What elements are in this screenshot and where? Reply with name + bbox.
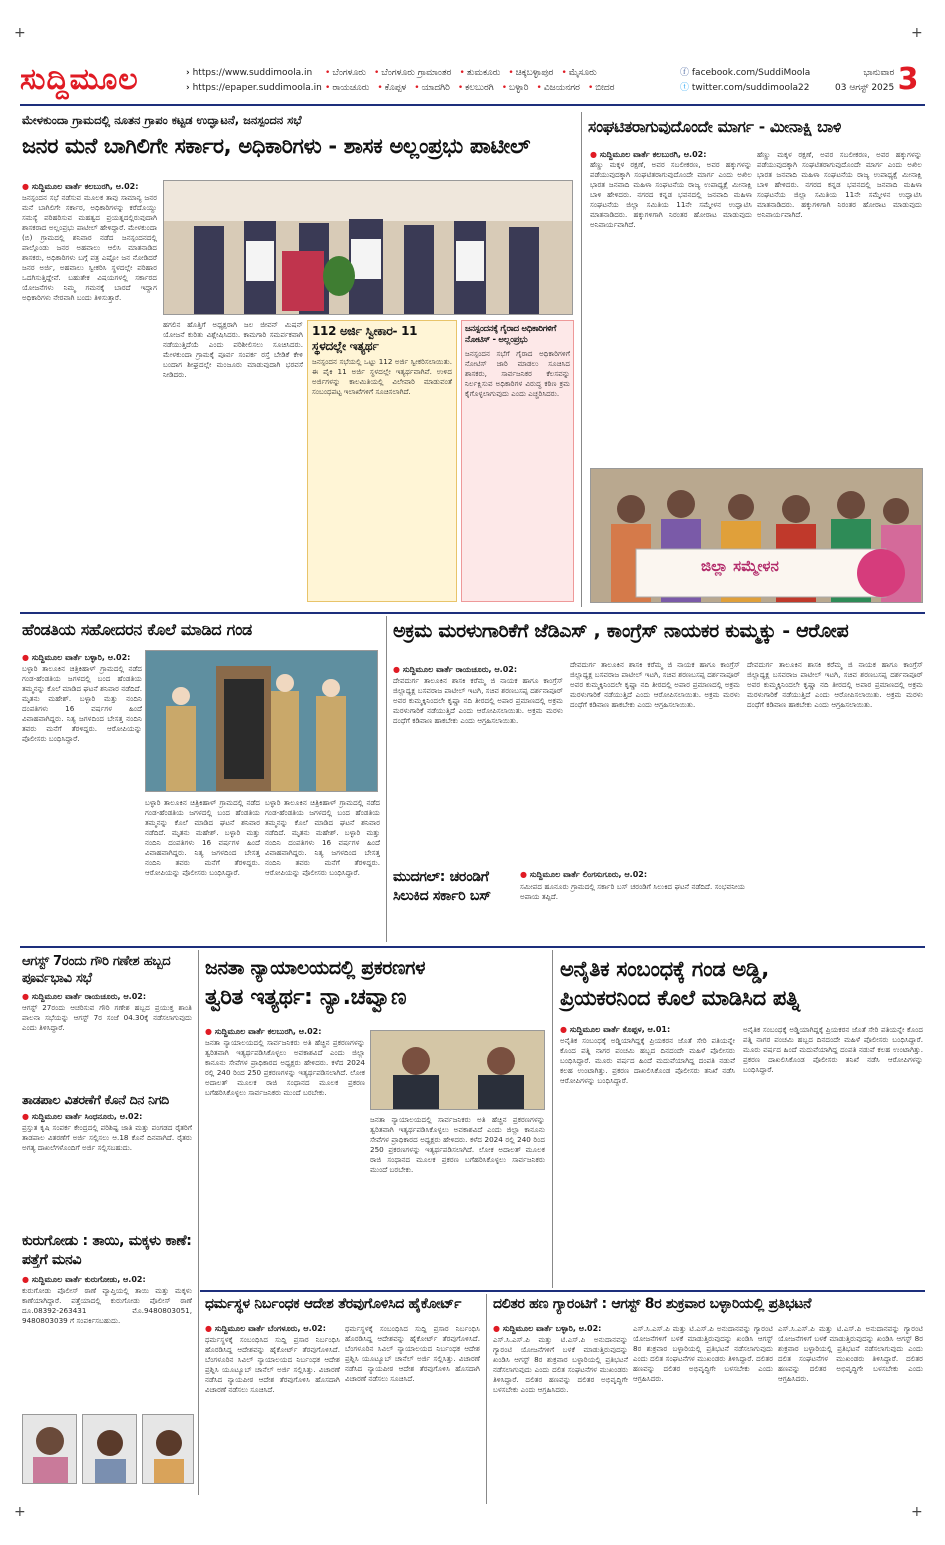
story9-body: ಜನತಾ ನ್ಯಾಯಾಲಯದಲ್ಲಿ ಸಾರ್ವಜನಿಕರು ಅತಿ ಹೆಚ್ಚಿನ ಪ್ರಕರಣಗಳನ್ನು ತ್ವರಿತವಾಗಿ ಇತ್ಯರ್ಥಪಡಿಸಿಕೊಳ್ಳಲು ಅವಕಾಶವಿದೆ ಎಂದು ಜಿಲ್ಲಾ ಕಾನೂನು ಸೇವೆಗಳ ಪ್ರಾಧಿಕಾರದ ಅಧ್ಯಕ್ಷರು ಹೇಳಿದರು. ಕಳೆದ 2024 ರಲ್ಲಿ 240 ರಿಂದ 250 ಪ್ರಕರಣಗಳನ್ನು ಇತ್ಯರ್ಥಪಡಿಸಲಾಗಿದೆ. ಲೋಕ ಅದಾಲತ್ ಮೂಲಕ ರಾಜಿ ಸಂಧಾನದ ಮೂಲಕ ಪ್ರಕರಣ ಬಗೆಹರಿಸಿಕೊಳ್ಳಲು ಸಾರ್ವಜನಿಕರು ಮುಂದೆ ಬರಬೇಕು.	[205, 1038, 365, 1097]
page-number: 3	[897, 62, 919, 97]
city-edition-link[interactable]: • ಬಳ್ಳಾರಿ	[502, 81, 529, 96]
notice-box-body: ಜನಸ್ಪಂದನ ಸಭೆಗೆ ಗೈರಾದ ಅಧಿಕಾರಿಗಳಿಗೆ ನೋಟಿಸ್ ಜಾರಿ ಮಾಡಲು ಸೂಚಿಸಿದ ಶಾಸಕರು, ಸಾರ್ವಜನಿಕರ ಕೆಲಸವನ್ನು ನಿರ್ಲಕ್ಷಿಸುವ ಅಧಿಕಾರಿಗಳ ವಿರುದ್ಧ ಕಠಿಣ ಕ್ರಮ ಕೈಗೊಳ್ಳಲಾಗುವುದು ಎಂದು ಎಚ್ಚರಿಸಿದರು.	[465, 349, 570, 398]
story5-byline: ● ಸುದ್ದಿಮೂಲ ವಾರ್ತೆ ಲಿಂಗಸುಗೂರು, ಆ.02:	[520, 870, 647, 880]
column-rule	[581, 112, 582, 607]
city-edition-link[interactable]: • ಕಲಬುರಗಿ	[458, 81, 494, 96]
story2-body: ಹೆಣ್ಣು ಮಕ್ಕಳ ರಕ್ಷಣೆ, ಅವರ ಸಬಲೀಕರಣ, ಅವರ ಹಕ್ಕುಗಳನ್ನು ಪಡೆಯುವುದಕ್ಕಾಗಿ ಸಂಘಟಿತರಾಗುವುದೊಂದೇ ಮಾರ್ಗ ಎಂದು ಅಖಿಲ ಭಾರತ ಜನವಾದಿ ಮಹಿಳಾ ಸಂಘಟನೆಯ ರಾಜ್ಯ ಉಪಾಧ್ಯಕ್ಷೆ ಮೀನಾಕ್ಷಿ ಬಾಳಿ ಹೇಳಿದರು. ನಗರದ ಕನ್ನಡ ಭವನದಲ್ಲಿ ಜನವಾದಿ ಮಹಿಳಾ ಸಂಘಟನೆಯ ಜಿಲ್ಲಾ ಸಮಿತಿಯ 11ನೇ ಸಮ್ಮೇಳನ ಉದ್ಘಾಟಿಸಿ ಮಾತನಾಡಿದರು. ಹಕ್ಕುಗಳಿಗಾಗಿ ನಿರಂತರ ಹೋರಾಟ ಮಾಡುವುದು ಅನಿವಾರ್ಯವಾಗಿದೆ.	[590, 160, 752, 229]
story4-body-col2: ದೇವದುರ್ಗ ತಾಲೂಕಿನ ಶಾಸಕಿ ಕರೆಮ್ಮ ಜಿ ನಾಯಕ ಹಾಗೂ ಕಾಂಗ್ರೆಸ್ ಜಿಲ್ಲಾಧ್ಯಕ್ಷ ಬಸವರಾಜ ಪಾಟೀಲ್ ಇಟಗಿ, ಸಚಿವ ಶರಣಬಸಪ್ಪ ದರ್ಶನಾಪೂರ್ ಅವರ ಕುಮ್ಮಕ್ಕಿನಿಂದಲೇ ಕೃಷ್ಣಾ ನದಿ ತೀರದಲ್ಲಿ ಅಪಾರ ಪ್ರಮಾಣದಲ್ಲಿ ಅಕ್ರಮ ಮರಳುಗಾರಿಕೆ ನಡೆಯುತ್ತಿದೆ ಎಂದು ಆರೋಪಿಸಲಾಯಿತು. ಅಕ್ರಮ ಮರಳು ದಂಧೆಗೆ ಕಡಿವಾಣ ಹಾಕಬೇಕು ಎಂದು ಆಗ್ರಹಿಸಲಾಯಿತು.	[570, 660, 740, 709]
city-edition-link[interactable]: • ರಾಯಚೂರು	[325, 81, 369, 96]
story1-byline: ● ಸುದ್ದಿಮೂಲ ವಾರ್ತೆ ಕಲಬುರಗಿ, ಆ.02:	[22, 182, 138, 192]
story1-photo	[163, 180, 573, 315]
notice-box-title: ಜನಸ್ಪಂದನಕ್ಕೆ ಗೈರಾದ ಅಧಿಕಾರಿಗಳಿಗೆ ನೋಟಿಸ್ - ಅಲ್ಲಂಪ್ರಭು	[465, 324, 557, 345]
requests-box-body: ಜನಸ್ಪಂದನ ಸಭೆಯಲ್ಲಿ ಒಟ್ಟು 112 ಅರ್ಜಿ ಸ್ವೀಕರಿಸಲಾಯಿತು. ಈ ಪೈಕಿ 11 ಅರ್ಜಿ ಸ್ಥಳದಲ್ಲೇ ಇತ್ಯರ್ಥವಾಗಿವೆ. ಉಳಿದ ಅರ್ಜಿಗಳನ್ನು ಕಾಲಮಿತಿಯಲ್ಲಿ ವಿಲೇವಾರಿ ಮಾಡುವಂತೆ ಸಂಬಂಧಪಟ್ಟ ಇಲಾಖೆಗಳಿಗೆ ಸೂಚಿಸಲಾಗಿದೆ.	[312, 357, 452, 396]
story2-headline: ಸಂಘಟಿತರಾಗುವುದೊಂದೇ ಮಾರ್ಗ - ಮೀನಾಕ್ಷಿ ಬಾಳಿ	[588, 118, 842, 136]
story7-byline: ● ಸುದ್ದಿಮೂಲ ವಾರ್ತೆ ಸಿಂಧನೂರು, ಆ.02:	[22, 1112, 142, 1122]
crop-mark: +	[14, 25, 26, 41]
masthead-urls: › https://www.suddimoola.in › https://epaper.suddimoola.in	[186, 68, 322, 93]
masthead-rule	[20, 104, 925, 106]
website-link[interactable]: https://www.suddimoola.in	[192, 68, 313, 78]
story3-photo	[145, 650, 378, 792]
crop-mark: +	[911, 1504, 923, 1520]
story11-byline: ● ಸುದ್ದಿಮೂಲ ವಾರ್ತೆ ಬೆಂಗಳೂರು, ಆ.02:	[205, 1324, 326, 1334]
facebook-link[interactable]: facebook.com/SuddiMoola	[691, 68, 811, 78]
story6-byline: ● ಸುದ್ದಿಮೂಲ ವಾರ್ತೆ ರಾಯಚೂರು, ಆ.02:	[22, 992, 146, 1002]
city-edition-link[interactable]: • ಬೆಂಗಳೂರು	[325, 66, 366, 81]
column-rule	[552, 950, 553, 1288]
requests-box	[307, 320, 457, 602]
missing-person-photo-3	[142, 1414, 194, 1484]
story5-headline: ಮುದಗಲ್: ಚರಂಡಿಗೆ ಸಿಲುಕಿದ ಸರ್ಕಾರಿ ಬಸ್	[393, 869, 491, 904]
twitter-link[interactable]: twitter.com/suddimoola22	[691, 83, 810, 93]
requests-box-title: 112 ಅರ್ಜಿ ಸ್ವೀಕಾರ- 11 ಸ್ಥಳದಲ್ಲೇ ಇತ್ಯರ್ಥ	[312, 324, 418, 353]
story4-body-col3: ದೇವದುರ್ಗ ತಾಲೂಕಿನ ಶಾಸಕಿ ಕರೆಮ್ಮ ಜಿ ನಾಯಕ ಹಾಗೂ ಕಾಂಗ್ರೆಸ್ ಜಿಲ್ಲಾಧ್ಯಕ್ಷ ಬಸವರಾಜ ಪಾಟೀಲ್ ಇಟಗಿ, ಸಚಿವ ಶರಣಬಸಪ್ಪ ದರ್ಶನಾಪೂರ್ ಅವರ ಕುಮ್ಮಕ್ಕಿನಿಂದಲೇ ಕೃಷ್ಣಾ ನದಿ ತೀರದಲ್ಲಿ ಅಪಾರ ಪ್ರಮಾಣದಲ್ಲಿ ಅಕ್ರಮ ಮರಳುಗಾರಿಕೆ ನಡೆಯುತ್ತಿದೆ ಎಂದು ಆರೋಪಿಸಲಾಯಿತು. ಅಕ್ರಮ ಮರಳು ದಂಧೆಗೆ ಕಡಿವಾಣ ಹಾಕಬೇಕು ಎಂದು ಆಗ್ರಹಿಸಲಾಯಿತು.	[747, 660, 923, 709]
story7-headline: ತಾಡಪಾಲ ವಿತರಣೆಗೆ ಕೊನೆ ದಿನ ನಿಗದಿ	[22, 1092, 169, 1107]
story5-body: ಸಮೀಪದ ಹೂನೂರು ಗ್ರಾಮದಲ್ಲಿ ಸರ್ಕಾರಿ ಬಸ್ ಚರಂಡಿಗೆ ಸಿಲುಕಿದ ಘಟನೆ ನಡೆದಿದೆ. ಸಂಭವನೀಯ ಅಪಾಯ ತಪ್ಪಿದೆ.	[520, 882, 745, 901]
story10-headline-2: ಪ್ರಿಯಕರನಿಂದ ಕೊಲೆ ಮಾಡಿಸಿದ ಪತ್ನಿ	[560, 986, 800, 1010]
facebook-icon: ⓕ	[680, 68, 690, 78]
story12-body-col3: ಎಸ್.ಸಿ.ಎಸ್.ಪಿ ಮತ್ತು ಟಿ.ಎಸ್.ಪಿ ಅನುದಾನವನ್ನು ಗ್ಯಾರಂಟಿ ಯೋಜನೆಗಳಿಗೆ ಬಳಕೆ ಮಾಡುತ್ತಿರುವುದನ್ನು ಖಂಡಿಸಿ ಆಗಸ್ಟ್ 8ರ ಶುಕ್ರವಾರ ಬಳ್ಳಾರಿಯಲ್ಲಿ ಪ್ರತಿಭಟನೆ ನಡೆಸಲಾಗುವುದು ಎಂದು ದಲಿತ ಸಂಘಟನೆಗಳ ಮುಖಂಡರು ತಿಳಿಸಿದ್ದಾರೆ. ದಲಿತರ ಹಣವನ್ನು ದಲಿತರ ಅಭಿವೃದ್ಧಿಗೇ ಬಳಸಬೇಕು ಎಂದು ಆಗ್ರಹಿಸಿದರು.	[778, 1324, 923, 1383]
city-edition-link[interactable]: • ಮೈಸೂರು	[561, 66, 596, 81]
city-edition-link[interactable]: • ಬೆಂಗಳೂರು ಗ್ರಾಮಾಂತರ	[374, 66, 452, 81]
story11-body-col2: ಧರ್ಮಸ್ಥಳಕ್ಕೆ ಸಂಬಂಧಿಸಿದ ಸುದ್ದಿ ಪ್ರಸಾರ ನಿರ್ಬಂಧಿಸಿ ಹೊರಡಿಸಿದ್ದ ಆದೇಶವನ್ನು ಹೈಕೋರ್ಟ್ ತೆರವುಗೊಳಿಸಿದೆ. ಬೆಂಗಳೂರಿನ ಸಿವಿಲ್ ನ್ಯಾಯಾಲಯದ ನಿರ್ಬಂಧಕ ಆದೇಶ ಪ್ರಶ್ನಿಸಿ ಯೂಟ್ಯೂಬ್ ಚಾನೆಲ್ ಅರ್ಜಿ ಸಲ್ಲಿಸಿತ್ತು. ವಿಚಾರಣೆ ನಡೆಸಿದ ನ್ಯಾಯಪೀಠ ಆದೇಶ ತೆರವುಗೊಳಿಸಿ ಹೊಸದಾಗಿ ವಿಚಾರಣೆ ನಡೆಸಲು ಸೂಚಿಸಿದೆ.	[345, 1324, 480, 1383]
story10-byline: ● ಸುದ್ದಿಮೂಲ ವಾರ್ತೆ ಕೊಪ್ಪಳ, ಆ.01:	[560, 1025, 670, 1035]
story9-body-col2: ಜನತಾ ನ್ಯಾಯಾಲಯದಲ್ಲಿ ಸಾರ್ವಜನಿಕರು ಅತಿ ಹೆಚ್ಚಿನ ಪ್ರಕರಣಗಳನ್ನು ತ್ವರಿತವಾಗಿ ಇತ್ಯರ್ಥಪಡಿಸಿಕೊಳ್ಳಲು ಅವಕಾಶವಿದೆ ಎಂದು ಜಿಲ್ಲಾ ಕಾನೂನು ಸೇವೆಗಳ ಪ್ರಾಧಿಕಾರದ ಅಧ್ಯಕ್ಷರು ಹೇಳಿದರು. ಕಳೆದ 2024 ರಲ್ಲಿ 240 ರಿಂದ 250 ಪ್ರಕರಣಗಳನ್ನು ಇತ್ಯರ್ಥಪಡಿಸಲಾಗಿದೆ. ಲೋಕ ಅದಾಲತ್ ಮೂಲಕ ರಾಜಿ ಸಂಧಾನದ ಮೂಲಕ ಪ್ರಕರಣ ಬಗೆಹರಿಸಿಕೊಳ್ಳಲು ಸಾರ್ವಜನಿಕರು ಮುಂದೆ ಬರಬೇಕು.	[370, 1115, 545, 1174]
story1-headline: ಜನರ ಮನೆ ಬಾಗಿಲಿಗೇ ಸರ್ಕಾರ, ಅಧಿಕಾರಿಗಳು - ಶಾಸಕ ಅಲ್ಲಂಪ್ರಭು ಪಾಟೀಲ್	[22, 134, 531, 158]
story2-photo	[590, 468, 923, 603]
story12-byline: ● ಸುದ್ದಿಮೂಲ ವಾರ್ತೆ ಬಳ್ಳಾರಿ, ಆ.02:	[493, 1324, 601, 1334]
story5-headline-box	[393, 868, 513, 938]
story10-headline-1: ಅನೈತಿಕ ಸಂಬಂಧಕ್ಕೆ ಗಂಡ ಅಡ್ಡಿ,	[560, 957, 769, 981]
missing-person-photo-1	[22, 1414, 77, 1484]
city-editions	[325, 66, 660, 96]
section-rule	[20, 612, 925, 614]
story12-body: ಎಸ್.ಸಿ.ಎಸ್.ಪಿ ಮತ್ತು ಟಿ.ಎಸ್.ಪಿ ಅನುದಾನವನ್ನು ಗ್ಯಾರಂಟಿ ಯೋಜನೆಗಳಿಗೆ ಬಳಕೆ ಮಾಡುತ್ತಿರುವುದನ್ನು ಖಂಡಿಸಿ ಆಗಸ್ಟ್ 8ರ ಶುಕ್ರವಾರ ಬಳ್ಳಾರಿಯಲ್ಲಿ ಪ್ರತಿಭಟನೆ ನಡೆಸಲಾಗುವುದು ಎಂದು ದಲಿತ ಸಂಘಟನೆಗಳ ಮುಖಂಡರು ತಿಳಿಸಿದ್ದಾರೆ. ದಲಿತರ ಹಣವನ್ನು ದಲಿತರ ಅಭಿವೃದ್ಧಿಗೇ ಬಳಸಬೇಕು ಎಂದು ಆಗ್ರಹಿಸಿದರು.	[493, 1335, 628, 1394]
story8-byline: ● ಸುದ್ದಿಮೂಲ ವಾರ್ತೆ ಕುರುಗೋಡು, ಆ.02:	[22, 1275, 146, 1285]
section-rule-2	[20, 946, 925, 948]
story8-headline: ಕುರುಗೋಡು : ತಾಯಿ, ಮಕ್ಕಳು ಕಾಣೆ: ಪತ್ತೆಗೆ ಮನವಿ	[22, 1233, 192, 1268]
story7-body: ಪ್ರಸ್ತುತ ಕೃಷಿ ಸಂಪರ್ಕ ಕೇಂದ್ರದಲ್ಲಿ ಪರಿಶಿಷ್ಟ ಜಾತಿ ಮತ್ತು ಪಂಗಡದ ರೈತರಿಗೆ ತಾಡಪಾಲ ವಿತರಣೆಗೆ ಅರ್ಜಿ ಸಲ್ಲಿಸಲು ಆ.18 ಕೊನೆ ದಿನವಾಗಿದೆ. ರೈತರು ಅಗತ್ಯ ದಾಖಲೆಗಳೊಂದಿಗೆ ಅರ್ಜಿ ಸಲ್ಲಿಸಬಹುದು.	[22, 1123, 192, 1152]
story9-headline-2: ತ್ವರಿತ ಇತ್ಯರ್ಥ: ನ್ಯಾ.ಚವ್ವಾಣ	[205, 985, 407, 1010]
story12-headline: ದಲಿತರ ಹಣ ಗ್ಯಾರಂಟಿಗೆ : ಆಗಸ್ಟ್ 8ರ ಶುಕ್ರವಾರ ಬಳ್ಳಾರಿಯಲ್ಲಿ ಪ್ರತಿಭಟನೆ	[493, 1296, 812, 1312]
story4-headline: ಅಕ್ರಮ ಮರಳುಗಾರಿಕೆಗೆ ಜೆಡಿಎಸ್ , ಕಾಂಗ್ರೆಸ್ ನಾಯಕರ ಕುಮ್ಮಕ್ಕು - ಆರೋಪ	[393, 620, 849, 642]
story12-body-col2: ಎಸ್.ಸಿ.ಎಸ್.ಪಿ ಮತ್ತು ಟಿ.ಎಸ್.ಪಿ ಅನುದಾನವನ್ನು ಗ್ಯಾರಂಟಿ ಯೋಜನೆಗಳಿಗೆ ಬಳಕೆ ಮಾಡುತ್ತಿರುವುದನ್ನು ಖಂಡಿಸಿ ಆಗಸ್ಟ್ 8ರ ಶುಕ್ರವಾರ ಬಳ್ಳಾರಿಯಲ್ಲಿ ಪ್ರತಿಭಟನೆ ನಡೆಸಲಾಗುವುದು ಎಂದು ದಲಿತ ಸಂಘಟನೆಗಳ ಮುಖಂಡರು ತಿಳಿಸಿದ್ದಾರೆ. ದಲಿತರ ಹಣವನ್ನು ದಲಿತರ ಅಭಿವೃದ್ಧಿಗೇ ಬಳಸಬೇಕು ಎಂದು ಆಗ್ರಹಿಸಿದರು.	[633, 1324, 773, 1383]
story9-photo	[370, 1030, 545, 1110]
story1-kicker: ಮೇಳಕುಂದಾ ಗ್ರಾಮದಲ್ಲಿ ನೂತನ ಗ್ರಾಪಂ ಕಟ್ಟಡ ಉದ್ಘಾಟನೆ, ಜನಸ್ಪಂದನ ಸಭೆ	[22, 113, 302, 127]
missing-person-photo-2	[82, 1414, 137, 1484]
story3-byline: ● ಸುದ್ದಿಮೂಲ ವಾರ್ತೆ ಬಳ್ಳಾರಿ, ಆ.02:	[22, 653, 130, 663]
twitter-icon: ⓣ	[680, 83, 690, 93]
city-edition-link[interactable]: • ತುಮಕೂರು	[459, 66, 500, 81]
date-block	[835, 66, 894, 96]
city-edition-link[interactable]: • ಬೀದರ	[588, 81, 615, 96]
section-rule-3	[200, 1290, 925, 1292]
column-rule	[386, 616, 387, 942]
city-edition-link[interactable]: • ಯಾದಗಿರಿ	[414, 81, 450, 96]
crime-scene-photo-graphic	[146, 651, 378, 792]
notice-box	[461, 320, 574, 602]
story1-body: ಜನಸ್ಪಂದನ ಸಭೆ ನಡೆಸುವ ಮೂಲಕ ತಾವು ಸಾಮಾನ್ಯ ಜನರ ಮನೆ ಬಾಗಿಲಿಗೇ ಸರ್ಕಾರ, ಅಧಿಕಾರಿಗಳನ್ನು ಕರೆದೊಯ್ದು ಸಮಸ್ಯೆ ಪರಿಹರಿಸುವ ಮಹತ್ವದ ಪ್ರಯತ್ನದಲ್ಲಿರುವುದಾಗಿ ಶಾಸಕರಾದ ಅಲ್ಲಂಪ್ರಭು ಪಾಟೀಲ್ ಹೇಳಿದ್ದಾರೆ. ಮೇಳಕುಂದಾ (ಬಿ) ಗ್ರಾಮದಲ್ಲಿ ಶನಿವಾರ ನಡೆದ ಜನಸ್ಪಂದನದಲ್ಲಿ ಪಾಲ್ಗೊಂಡು ಜನರ ಅಹವಾಲು ಆಲಿಸಿ ಮಾತನಾಡಿದ ಶಾಸಕರು, ಅಧಿಕಾರಿಗಳು ಬಗ್ಗೆ ಪತ್ರ ಎಷ್ಟೋ ಜನ ನೋಡಿದರೆ ಜನರ ಅರ್ಜಿ, ಅಹವಾಲು ಸ್ವೀಕರಿಸಿ ಸ್ಥಳದಲ್ಲೇ ಪರಿಹಾರ ಒದಗಿಸುತ್ತಿದ್ದೇವೆ. ಬಹುತೇಕ ವಿಷಯಗಳಲ್ಲಿ ಸರ್ಕಾರದ ಯೋಜನೆಗಳು ನಿಮ್ಮ ಗಮನಕ್ಕೆ ಬಾರದೆ ಇದ್ದಾಗ ಅಧಿಕಾರಿಗಳು ನೇರವಾಗಿ ಬಂದು ತಿಳಿಸುತ್ತಾರೆ.	[22, 193, 157, 302]
epaper-link[interactable]: https://epaper.suddimoola.in	[192, 83, 322, 93]
column-rule	[486, 1294, 487, 1504]
story1-body-col2: ಹಗಲಿನ ಹೊತ್ತಿಗೆ ಅಧ್ಯಕ್ಷರಾಗಿ ಜಲ ಜೀವನ್ ಮಿಷನ್ ಯೋಜನೆ ಕುರಿತು ವಿಶ್ಲೇಷಿಸಿದರು. ಕಾಮಗಾರಿ ಸಮರ್ಪಕವಾಗಿ ನಡೆಯುತ್ತಿದೆಯೆ ಎಂದು ಪರಿಶೀಲಿಸಲು ಸೂಚಿಸಿದರು. ಮೇಳಕುಂದಾ ಗ್ರಾಮಕ್ಕೆ ಪೂರ್ವ ಸಂಪರ್ಕ ರಸ್ತೆ ಬೇಡಿಕೆ ಕೇಳಿ ಬಂದಾಗ ಶೀಘ್ರದಲ್ಲೇ ಮಂಜೂರು ಮಾಡುವುದಾಗಿ ಭರವಸೆ ನೀಡಿದರು.	[163, 320, 303, 379]
masthead-logo: ಸುದ್ದಿಮೂಲ	[20, 62, 139, 97]
rally-photo-graphic	[591, 469, 923, 603]
issue-date: 03 ಆಗಸ್ಟ್ 2025	[835, 83, 895, 93]
story4-body: ದೇವದುರ್ಗ ತಾಲೂಕಿನ ಶಾಸಕಿ ಕರೆಮ್ಮ ಜಿ ನಾಯಕ ಹಾಗೂ ಕಾಂಗ್ರೆಸ್ ಜಿಲ್ಲಾಧ್ಯಕ್ಷ ಬಸವರಾಜ ಪಾಟೀಲ್ ಇಟಗಿ, ಸಚಿವ ಶರಣಬಸಪ್ಪ ದರ್ಶನಾಪೂರ್ ಅವರ ಕುಮ್ಮಕ್ಕಿನಿಂದಲೇ ಕೃಷ್ಣಾ ನದಿ ತೀರದಲ್ಲಿ ಅಪಾರ ಪ್ರಮಾಣದಲ್ಲಿ ಅಕ್ರಮ ಮರಳುಗಾರಿಕೆ ನಡೆಯುತ್ತಿದೆ ಎಂದು ಆರೋಪಿಸಲಾಯಿತು. ಅಕ್ರಮ ಮರಳು ದಂಧೆಗೆ ಕಡಿವಾಣ ಹಾಕಬೇಕು ಎಂದು ಆಗ್ರಹಿಸಲಾಯಿತು.	[393, 676, 563, 725]
story8-body: ಕುರುಗೋಡು ಪೊಲೀಸ್ ಠಾಣೆ ವ್ಯಾಪ್ತಿಯಲ್ಲಿ ತಾಯಿ ಮತ್ತು ಮಕ್ಕಳು ಕಾಣೆಯಾಗಿದ್ದಾರೆ. ಪತ್ತೆಯಾದಲ್ಲಿ ಕುರುಗೋಡು ಪೊಲೀಸ್ ಠಾಣೆ ದೂ.08392-263431 ಮೊ.9480803051, 9480803039 ಗೆ ಸಂಪರ್ಕಿಸಬಹುದು.	[22, 1286, 192, 1325]
crop-mark: +	[14, 1504, 26, 1520]
inauguration-photo-graphic	[164, 181, 573, 315]
story9-byline: ● ಸುದ್ದಿಮೂಲ ವಾರ್ತೆ ಕಲಬುರಗಿ, ಆ.02:	[205, 1027, 321, 1037]
story4-byline: ● ಸುದ್ದಿಮೂಲ ವಾರ್ತೆ ರಾಯಚೂರು, ಆ.02:	[393, 665, 517, 675]
city-edition-link[interactable]: • ಚಿಕ್ಕಬಳ್ಳಾಪುರ	[508, 66, 553, 81]
story6-headline: ಆಗಸ್ಟ್ 7ರಂದು ಗೌರಿ ಗಣೇಶ ಹಬ್ಬದ ಪೂರ್ವಭಾವಿ ಸಭೆ	[22, 954, 171, 986]
story9-headline-1: ಜನತಾ ನ್ಯಾಯಾಲಯದಲ್ಲಿ ಪ್ರಕರಣಗಳ	[205, 957, 426, 979]
story2-body-col2: ಹೆಣ್ಣು ಮಕ್ಕಳ ರಕ್ಷಣೆ, ಅವರ ಸಬಲೀಕರಣ, ಅವರ ಹಕ್ಕುಗಳನ್ನು ಪಡೆಯುವುದಕ್ಕಾಗಿ ಸಂಘಟಿತರಾಗುವುದೊಂದೇ ಮಾರ್ಗ ಎಂದು ಅಖಿಲ ಭಾರತ ಜನವಾದಿ ಮಹಿಳಾ ಸಂಘಟನೆಯ ರಾಜ್ಯ ಉಪಾಧ್ಯಕ್ಷೆ ಮೀನಾಕ್ಷಿ ಬಾಳಿ ಹೇಳಿದರು. ನಗರದ ಕನ್ನಡ ಭವನದಲ್ಲಿ ಜನವಾದಿ ಮಹಿಳಾ ಸಂಘಟನೆಯ ಜಿಲ್ಲಾ ಸಮಿತಿಯ 11ನೇ ಸಮ್ಮೇಳನ ಉದ್ಘಾಟಿಸಿ ಮಾತನಾಡಿದರು. ಹಕ್ಕುಗಳಿಗಾಗಿ ನಿರಂತರ ಹೋರಾಟ ಮಾಡುವುದು ಅನಿವಾರ್ಯವಾಗಿದೆ.	[757, 150, 922, 219]
story3-body-col3: ಬಳ್ಳಾರಿ ತಾಲೂಕಿನ ಚಿತ್ರಿಕಿಹಾಳ್ ಗ್ರಾಮದಲ್ಲಿ ನಡೆದ ಗಂಡ-ಹೆಂಡತಿಯ ಜಗಳದಲ್ಲಿ ಬಂದ ಹೆಂಡತಿಯ ತಮ್ಮನನ್ನು ಕೊಲೆ ಮಾಡಿದ ಘಟನೆ ಶನಿವಾರ ನಡೆದಿದೆ. ಮೃತನು ಮಹೇಶ್. ಬಳ್ಳಾರಿ ಮತ್ತು ನಂದಿನಿ ದಂಪತಿಗಳು 16 ವರ್ಷಗಳ ಹಿಂದೆ ವಿವಾಹವಾಗಿದ್ದರು. ನಿತ್ಯ ಜಗಳದಿಂದ ಬೇಸತ್ತ ನಂದಿನಿ ತವರು ಮನೆಗೆ ತೆರಳಿದ್ದರು. ಆರೋಪಿಯನ್ನು ಪೊಲೀಸರು ಬಂಧಿಸಿದ್ದಾರೆ.	[265, 798, 380, 877]
story11-body: ಧರ್ಮಸ್ಥಳಕ್ಕೆ ಸಂಬಂಧಿಸಿದ ಸುದ್ದಿ ಪ್ರಸಾರ ನಿರ್ಬಂಧಿಸಿ ಹೊರಡಿಸಿದ್ದ ಆದೇಶವನ್ನು ಹೈಕೋರ್ಟ್ ತೆರವುಗೊಳಿಸಿದೆ. ಬೆಂಗಳೂರಿನ ಸಿವಿಲ್ ನ್ಯಾಯಾಲಯದ ನಿರ್ಬಂಧಕ ಆದೇಶ ಪ್ರಶ್ನಿಸಿ ಯೂಟ್ಯೂಬ್ ಚಾನೆಲ್ ಅರ್ಜಿ ಸಲ್ಲಿಸಿತ್ತು. ವಿಚಾರಣೆ ನಡೆಸಿದ ನ್ಯಾಯಪೀಠ ಆದೇಶ ತೆರವುಗೊಳಿಸಿ ಹೊಸದಾಗಿ ವಿಚಾರಣೆ ನಡೆಸಲು ಸೂಚಿಸಿದೆ.	[205, 1335, 340, 1394]
story3-headline: ಹೆಂಡತಿಯ ಸಹೋದರನ ಕೊಲೆ ಮಾಡಿದ ಗಂಡ	[22, 620, 252, 639]
story11-headline: ಧರ್ಮಸ್ಥಳ ನಿರ್ಬಂಧಕ ಆದೇಶ ತೆರವುಗೊಳಿಸಿದ ಹೈಕೋರ್ಟ್	[205, 1296, 462, 1312]
column-rule	[198, 950, 199, 1495]
story10-body-col2: ಅನೈತಿಕ ಸಂಬಂಧಕ್ಕೆ ಅಡ್ಡಿಯಾಗಿದ್ದಕ್ಕೆ ಪ್ರಿಯಕರನ ಜೊತೆ ಸೇರಿ ಪತಿಯನ್ನೇ ಕೊಂದ ಪತ್ನಿ ನಾಗರ ಪಂಚಮಿ ಹಬ್ಬದ ದಿನದಂದೇ ಮಹಿಳೆ ಪೊಲೀಸರು ಬಂಧಿಸಿದ್ದಾರೆ. ಮೂರು ವರ್ಷದ ಹಿಂದೆ ಮದುವೆಯಾಗಿದ್ದ ದಂಪತಿ ನಡುವೆ ಕಲಹ ಉಂಟಾಗಿತ್ತು. ಪ್ರಕರಣ ದಾಖಲಿಸಿಕೊಂಡ ಪೊಲೀಸರು ತನಿಖೆ ನಡೆಸಿ ಆರೋಪಿಗಳನ್ನು ಬಂಧಿಸಿದ್ದಾರೆ.	[743, 1025, 923, 1074]
weekday: ಭಾನುವಾರ	[863, 68, 895, 78]
story3-body-col2: ಬಳ್ಳಾರಿ ತಾಲೂಕಿನ ಚಿತ್ರಿಕಿಹಾಳ್ ಗ್ರಾಮದಲ್ಲಿ ನಡೆದ ಗಂಡ-ಹೆಂಡತಿಯ ಜಗಳದಲ್ಲಿ ಬಂದ ಹೆಂಡತಿಯ ತಮ್ಮನನ್ನು ಕೊಲೆ ಮಾಡಿದ ಘಟನೆ ಶನಿವಾರ ನಡೆದಿದೆ. ಮೃತನು ಮಹೇಶ್. ಬಳ್ಳಾರಿ ಮತ್ತು ನಂದಿನಿ ದಂಪತಿಗಳು 16 ವರ್ಷಗಳ ಹಿಂದೆ ವಿವಾಹವಾಗಿದ್ದರು. ನಿತ್ಯ ಜಗಳದಿಂದ ಬೇಸತ್ತ ನಂದಿನಿ ತವರು ಮನೆಗೆ ತೆರಳಿದ್ದರು. ಆರೋಪಿಯನ್ನು ಪೊಲೀಸರು ಬಂಧಿಸಿದ್ದಾರೆ.	[145, 798, 260, 877]
social-links	[680, 66, 810, 96]
story2-byline: ● ಸುದ್ದಿಮೂಲ ವಾರ್ತೆ ಕಲಬುರಗಿ, ಆ.02:	[590, 150, 706, 160]
story6-body: ಆಗಸ್ಟ್ 27ರಂದು ಆಚರಿಸುವ ಗೌರಿ ಗಣೇಶ ಹಬ್ಬದ ಪ್ರಯುಕ್ತ ಶಾಂತಿ ಪಾಲನಾ ಸಭೆಯನ್ನು ಆಗಸ್ಟ್ 7ರ ಸಂಜೆ 04.30ಕ್ಕೆ ನಡೆಸಲಾಗುವುದು ಎಂದು ತಿಳಿಸಿದ್ದಾರೆ.	[22, 1003, 192, 1032]
judges-photo-graphic	[371, 1031, 545, 1110]
rally-banner-text: ಜಿಲ್ಲಾ ಸಮ್ಮೇಳನ	[701, 557, 779, 575]
city-edition-link[interactable]: • ವಿಜಯನಗರ	[537, 81, 580, 96]
story3-body: ಬಳ್ಳಾರಿ ತಾಲೂಕಿನ ಚಿತ್ರಿಕಿಹಾಳ್ ಗ್ರಾಮದಲ್ಲಿ ನಡೆದ ಗಂಡ-ಹೆಂಡತಿಯ ಜಗಳದಲ್ಲಿ ಬಂದ ಹೆಂಡತಿಯ ತಮ್ಮನನ್ನು ಕೊಲೆ ಮಾಡಿದ ಘಟನೆ ಶನಿವಾರ ನಡೆದಿದೆ. ಮೃತನು ಮಹೇಶ್. ಬಳ್ಳಾರಿ ಮತ್ತು ನಂದಿನಿ ದಂಪತಿಗಳು 16 ವರ್ಷಗಳ ಹಿಂದೆ ವಿವಾಹವಾಗಿದ್ದರು. ನಿತ್ಯ ಜಗಳದಿಂದ ಬೇಸತ್ತ ನಂದಿನಿ ತವರು ಮನೆಗೆ ತೆರಳಿದ್ದರು. ಆರೋಪಿಯನ್ನು ಪೊಲೀಸರು ಬಂಧಿಸಿದ್ದಾರೆ.	[22, 664, 142, 743]
city-edition-link[interactable]: • ಕೊಪ್ಪಳ	[377, 81, 406, 96]
crop-mark: +	[911, 25, 923, 41]
story10-body: ಅನೈತಿಕ ಸಂಬಂಧಕ್ಕೆ ಅಡ್ಡಿಯಾಗಿದ್ದಕ್ಕೆ ಪ್ರಿಯಕರನ ಜೊತೆ ಸೇರಿ ಪತಿಯನ್ನೇ ಕೊಂದ ಪತ್ನಿ ನಾಗರ ಪಂಚಮಿ ಹಬ್ಬದ ದಿನದಂದೇ ಮಹಿಳೆ ಪೊಲೀಸರು ಬಂಧಿಸಿದ್ದಾರೆ. ಮೂರು ವರ್ಷದ ಹಿಂದೆ ಮದುವೆಯಾಗಿದ್ದ ದಂಪತಿ ನಡುವೆ ಕಲಹ ಉಂಟಾಗಿತ್ತು. ಪ್ರಕರಣ ದಾಖಲಿಸಿಕೊಂಡ ಪೊಲೀಸರು ತನಿಖೆ ನಡೆಸಿ ಆರೋಪಿಗಳನ್ನು ಬಂಧಿಸಿದ್ದಾರೆ.	[560, 1036, 735, 1085]
